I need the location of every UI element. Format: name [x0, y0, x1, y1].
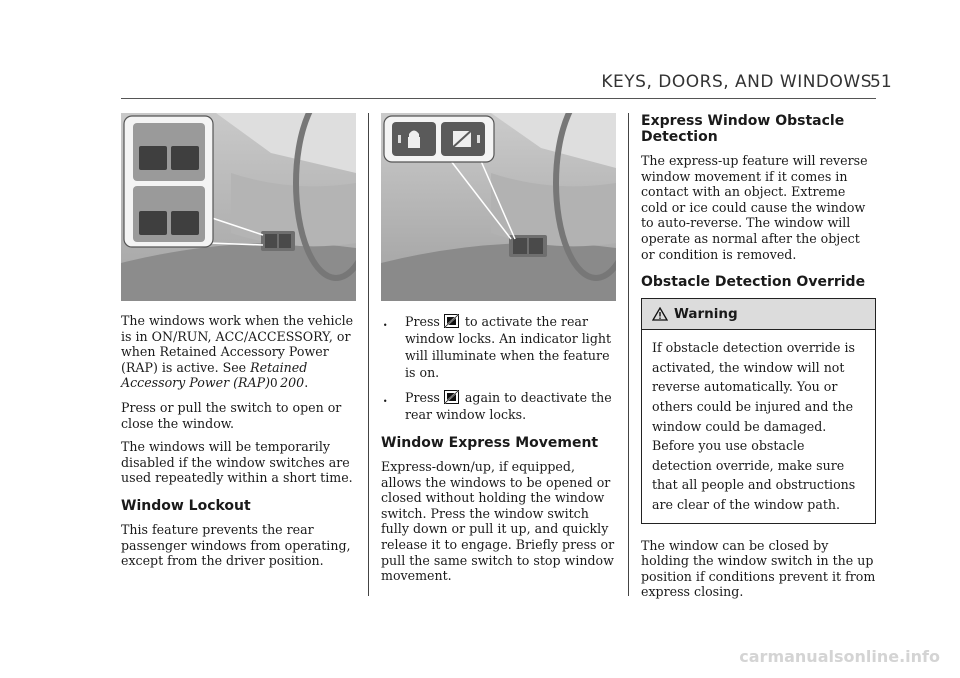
heading-window-lockout: Window Lockout: [121, 497, 251, 514]
warning-text: If obstacle detection override is activated, the window will not reverse automatically. You or others could be injured and the window could be damaged. Before you use obstacle detection override, make sure that all people and obstructions are clear of the window path.: [652, 340, 856, 512]
window-lock-button-illustration: [381, 113, 616, 301]
paragraph-express-movement: Express-down/up, if equipped, allows the windows to be opened or closed without holding the window switch. Press the window switch fully down or pull it up, and quickly release it to engage. Briefly press or pull the same switch to stop window movement.: [381, 459, 615, 584]
column-1: [121, 113, 356, 577]
paragraph-power-modes: The windows work when the vehicle is in ON/RUN, ACC/ACCESSORY, or when Retained Accessory Power (RAP) is active. See Retained Accessory Power (RAP)0 200.: [121, 313, 354, 391]
warning-box: [641, 298, 876, 523]
list-item: . Press again to deactivate the rear window locks.: [383, 390, 612, 422]
window-lockout-icon: [444, 390, 459, 404]
window-switches-illustration: [121, 113, 356, 301]
cross-reference[interactable]: Retained Accessory Power (RAP): [121, 359, 308, 391]
column-2: [381, 113, 616, 592]
heading-window-express-movement: Window Express Movement: [381, 435, 599, 451]
paragraph-switch-operation: Press or pull the switch to open or close the window.: [121, 399, 342, 431]
heading-obstacle-detection: Express Window Obstacle Detection: [641, 113, 845, 145]
section-title: KEYS, DOORS, AND WINDOWS: [601, 72, 872, 92]
warning-header: [642, 299, 875, 330]
column-divider: [628, 113, 629, 596]
page-reference[interactable]: 200: [280, 375, 305, 391]
list-item: . Press to activate the rear window locks. An indicator light will illuminate when the feature is on.: [383, 314, 612, 380]
paragraph-temporary-disable: The windows will be temporarily disabled if the window switches are used repeatedly within a short time.: [121, 439, 353, 486]
heading-obstacle-override: Obstacle Detection Override: [641, 274, 866, 291]
paragraph-lockout: This feature prevents the rear passenger windows from operating, except from the driver position.: [121, 521, 351, 569]
warning-triangle-icon: [652, 307, 668, 321]
column-divider: [368, 113, 369, 596]
window-lockout-icon: [444, 314, 459, 328]
watermark: carmanualsonline.info: [739, 647, 940, 666]
lock-bullet-list: [381, 313, 616, 423]
header-rule: [121, 98, 876, 99]
column-3: [641, 113, 876, 608]
paragraph-obstacle-detection: The express-up feature will reverse window movement if it comes in contact with an object. Extreme cold or ice could cause the window to auto-reverse. The window will operate as normal after the object or condition is removed.: [641, 153, 868, 262]
page-number: 51: [870, 72, 892, 92]
paragraph-manual-closing: The window can be closed by holding the window switch in the up position if conditions prevent it from express closing.: [641, 537, 876, 600]
warning-title: Warning: [674, 306, 738, 323]
page-ref-icon: 0: [269, 376, 278, 391]
